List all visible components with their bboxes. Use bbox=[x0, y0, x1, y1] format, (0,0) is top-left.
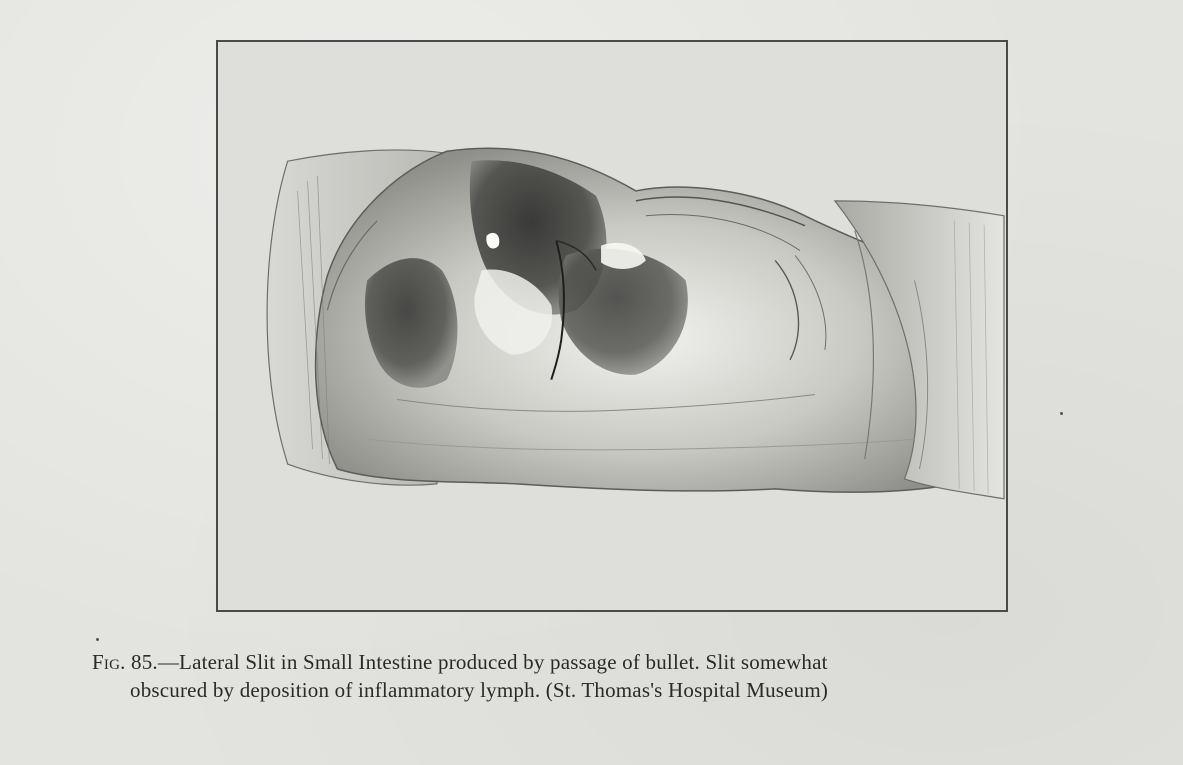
caption-line-1 bbox=[92, 648, 1132, 676]
figure-plate bbox=[216, 40, 1008, 612]
print-speck bbox=[96, 638, 99, 641]
figure-caption bbox=[92, 648, 1132, 704]
intestine-illustration bbox=[218, 42, 1006, 610]
print-speck bbox=[1060, 412, 1063, 415]
figure-label: Fig. 85. bbox=[92, 650, 158, 674]
caption-line-1-text: —Lateral Slit in Small Intestine produced by passage of bullet. Slit somewhat bbox=[157, 650, 828, 674]
caption-line-2: obscured by deposition of inflammatory lymph. (St. Thomas's Hospital Museum) bbox=[130, 678, 829, 702]
